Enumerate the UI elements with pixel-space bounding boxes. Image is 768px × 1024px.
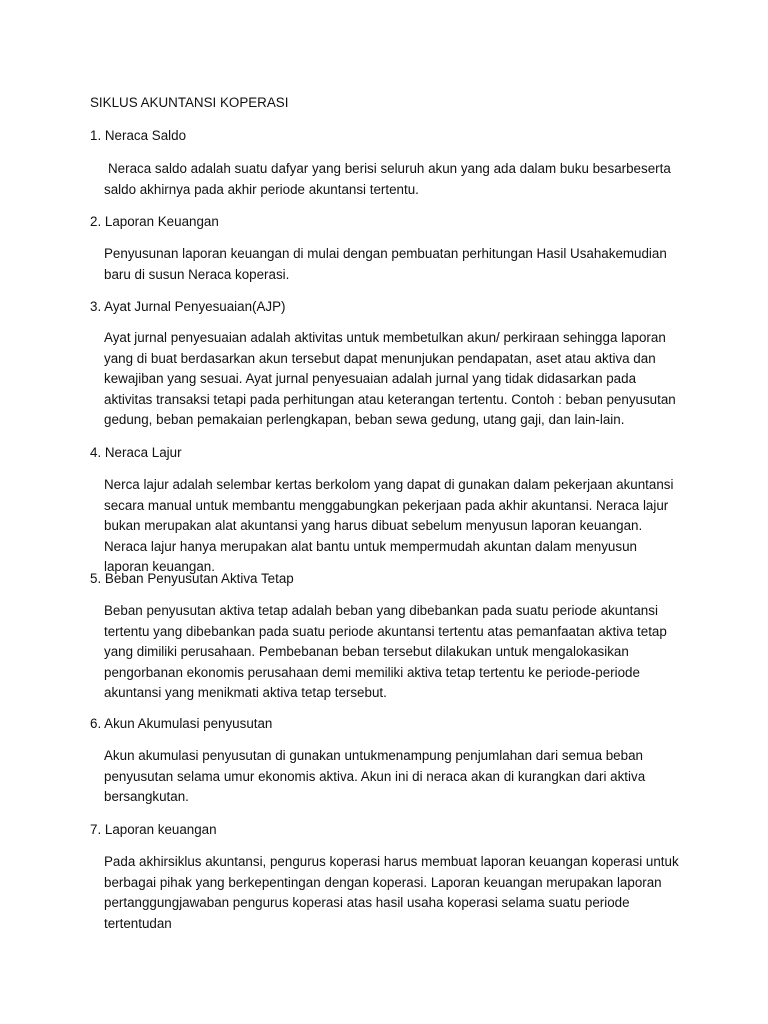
document-title: SIKLUS AKUNTANSI KOPERASI <box>90 95 289 110</box>
section-body-akun-akumulasi: Akun akumulasi penyusutan di gunakan untukmenampung penjumlahan dari semua beban penyusutan selama umur ekonomis aktiva. Akun ini di neraca akan di kurangkan dari aktiva bersangkutan. <box>104 748 646 805</box>
section-heading-neraca-lajur: 4. Neraca Lajur <box>90 445 182 460</box>
section-body-neraca-lajur: Nerca lajur adalah selembar kertas berkolom yang dapat di gunakan dalam pekerjaan akuntansi secara manual untuk membantu menggabungkan pekerjaan pada akhir akuntansi. Neraca lajur bukan merupakan alat akuntansi yang harus dibuat sebelum menyusun laporan keuangan. Neraca lajur hanya merupakan alat bantu untuk mempermudah akuntan dalam menyusun laporan keuangan. <box>104 477 674 575</box>
section-heading-akun-akumulasi: 6. Akun Akumulasi penyusutan <box>90 716 273 731</box>
section-body-ayat-jurnal-penyesuaian: Ayat jurnal penyesuaian adalah aktivitas untuk membetulkan akun/ perkiraan sehingga laporan yang di buat berdasarkan akun tersebut dapat menunjukan pendapatan, aset atau aktiva dan kewajiban yang sesuai. Ayat jurnal penyesuaian adalah jurnal yang tidak didasarkan pada aktivitas transaksi tetapi pada perhitungan atau keterangan tertentu. Contoh : beban penyusutan gedung, beban pemakaian perlengkapan, beban sewa gedung, utang gaji, dan lain-lain. <box>104 330 676 428</box>
section-body-neraca-saldo: Neraca saldo adalah suatu dafyar yang berisi seluruh akun yang ada dalam buku besarbeserta saldo akhirnya pada akhir periode akuntansi tertentu. <box>104 161 671 197</box>
section-heading-ayat-jurnal-penyesuaian: 3. Ayat Jurnal Penyesuaian(AJP) <box>90 299 286 314</box>
section-heading-laporan-keuangan: 2. Laporan Keuangan <box>90 214 219 229</box>
section-body-laporan-keuangan: Penyusunan laporan keuangan di mulai dengan pembuatan perhitungan Hasil Usahakemudian baru di susun Neraca koperasi. <box>104 246 667 282</box>
section-heading-beban-penyusutan: 5. Beban Penyusutan Aktiva Tetap <box>90 571 294 586</box>
section-heading-neraca-saldo: 1. Neraca Saldo <box>90 128 187 143</box>
section-body-laporan-keuangan-2: Pada akhirsiklus akuntansi, pengurus koperasi harus membuat laporan keuangan koperasi untuk berbagai pihak yang berkepentingan dengan koperasi. Laporan keuangan merupakan laporan pertanggungjawaban pengurus koperasi atas hasil usaha koperasi selama suatu periode tertentudan <box>104 854 679 931</box>
section-heading-laporan-keuangan-2: 7. Laporan keuangan <box>90 822 217 837</box>
section-body-beban-penyusutan: Beban penyusutan aktiva tetap adalah beban yang dibebankan pada suatu periode akuntansi tertentu yang dibebankan pada suatu periode akuntansi tertentu atas pemanfaatan aktiva tetap yang dimiliki perusahaan. Pembebanan beban tersebut dilakukan untuk mengalokasikan pengorbanan ekonomis perusahaan demi memiliki aktiva tetap tertentu ke periode-periode akuntansi yang menikmati aktiva tetap tersebut. <box>104 603 667 701</box>
